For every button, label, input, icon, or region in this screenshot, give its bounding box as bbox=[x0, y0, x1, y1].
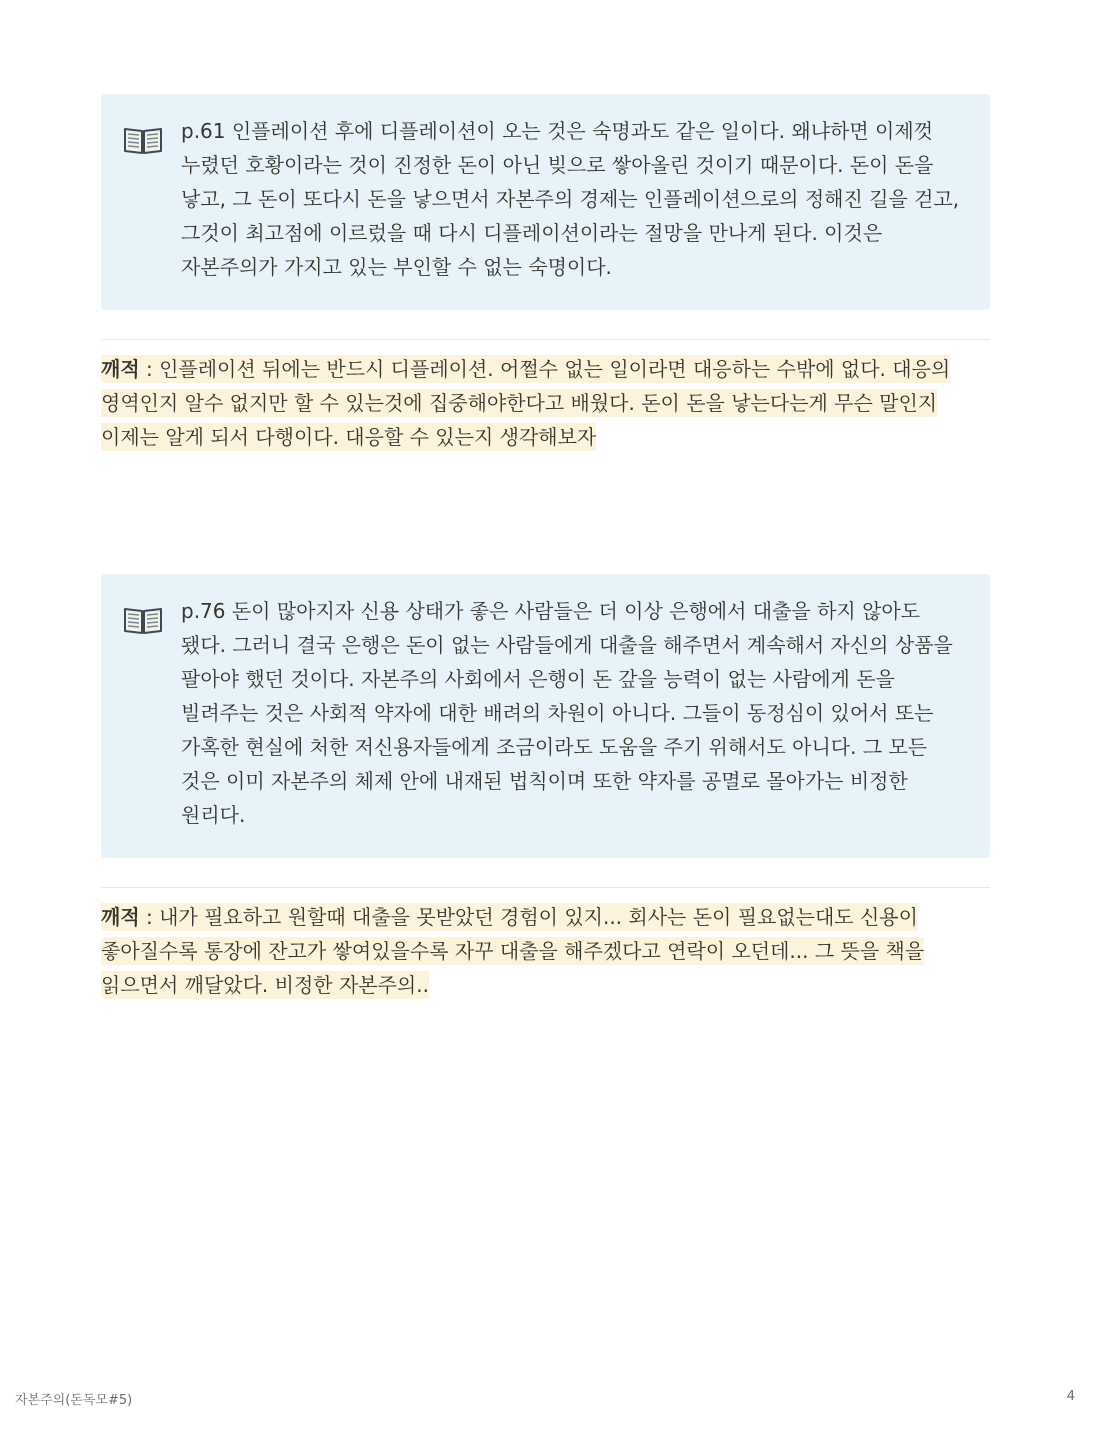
note-separator: : bbox=[139, 357, 160, 381]
reflection-note bbox=[101, 900, 990, 1002]
open-book-icon bbox=[123, 604, 167, 634]
callout-quote-text: p.61 인플레이션 후에 디플레이션이 오는 것은 숙명과도 같은 일이다. 왜냐하면 이제껏 누렸던 호황이라는 것이 진정한 돈이 아닌 빚으로 쌓아올린 것이기 때문이다. 돈이 돈을 낳고, 그 돈이 또다시 돈을 낳으면서 자본주의 경제는 인플레이션으로의 정해진 길을 걷고, 그것이 최고점에 이르렀을 때 다시 디플레이션이라는 절망을 만나게 된다. 이것은 자본주의가 가지고 있는 부인할 수 없는 숙명이다. bbox=[181, 119, 966, 279]
footer-document-title: 자본주의(돈독모#5) bbox=[15, 1393, 133, 1408]
note-separator: : bbox=[139, 905, 160, 929]
reflection-note bbox=[101, 352, 990, 454]
divider bbox=[101, 339, 990, 340]
divider bbox=[101, 887, 990, 888]
quote-callout bbox=[101, 574, 990, 858]
note-label: 깨적 bbox=[101, 905, 140, 929]
note-label: 깨적 bbox=[101, 357, 140, 381]
quote-callout bbox=[101, 94, 990, 310]
callout-quote-text: p.76 돈이 많아지자 신용 상태가 좋은 사람들은 더 이상 은행에서 대출을 하지 않아도 됐다. 그러니 결국 은행은 돈이 없는 사람들에게 대출을 해주면서 계속해서 자신의 상품을 팔아야 했던 것이다. 자본주의 사회에서 은행이 돈 갚을 능력이 없는 사람에게 돈을 빌려주는 것은 사회적 약자에 대한 배려의 차원이 아니다. 그들이 동정심이 있어서 또는 가혹한 현실에 처한 저신용자들에게 조금이라도 도움을 주기 위해서도 아니다. 그 모든 것은 이미 자본주의 체제 안에 내재된 법칙이며 또한 약자를 공멸로 몰아가는 비정한 원리다. bbox=[181, 599, 960, 827]
note-text: 인플레이션 뒤에는 반드시 디플레이션. 어쩔수 없는 일이라면 대응하는 수밖에 없다. 대응의 영역인지 알수 없지만 할 수 있는것에 집중해야한다고 배웠다. 돈이 돈을 낳는다는게 무슨 말인지 이제는 알게 되서 다행이다. 대응할 수 있는지 생각해보자 bbox=[101, 357, 951, 449]
open-book-icon bbox=[123, 124, 167, 154]
footer-page-number: 4 bbox=[1066, 1389, 1075, 1404]
note-text: 내가 필요하고 원할때 대출을 못받았던 경험이 있지... 회사는 돈이 필요없는대도 신용이 좋아질수록 통장에 잔고가 쌓여있을수록 자꾸 대출을 해주겠다고 연락이 오던데... 그 뜻을 책을 읽으면서 깨달았다. 비정한 자본주의.. bbox=[101, 905, 925, 997]
